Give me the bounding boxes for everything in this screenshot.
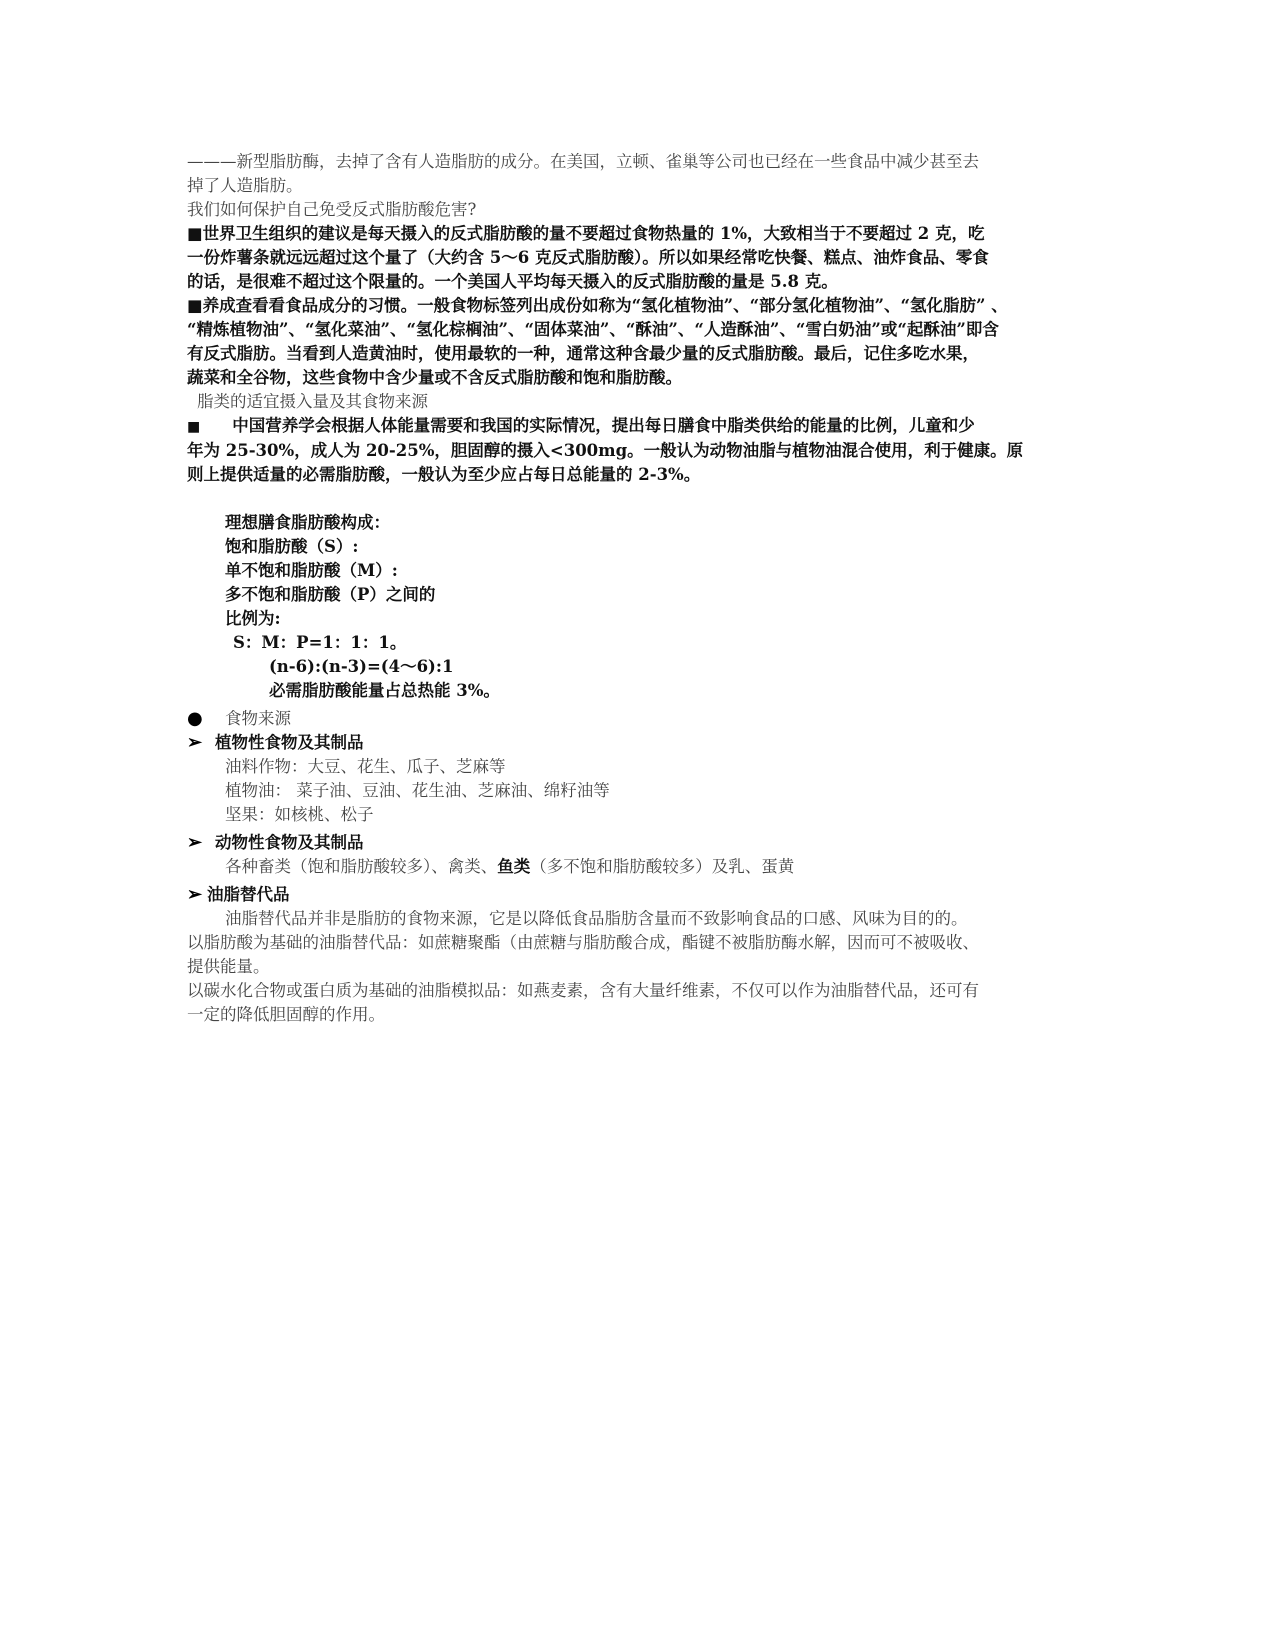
point3-line1-text: 中国营养学会根据人体能量需要和我国的实际情况，提出每日膳食中脂类供给的能量的比例，儿童和少 (232, 416, 975, 435)
point2-line4: 蔬菜和全谷物，这些食物中含少量或不含反式脂肪酸和饱和脂肪酸。 (187, 368, 682, 387)
filled-circle-bullet-icon: ● (187, 708, 203, 729)
para1-line1: ———新型脂肪酶，去掉了含有人造脂肪的成分。在美国，立顿、雀巢等公司也已经在一些食品中减少甚至去 (187, 152, 979, 171)
animal-line (187, 855, 1087, 879)
point2-line1: ■养成查看看食品成分的习惯。一般食物标签列出成份如称为“氢化植物油”、“部分氢化植物油”、“氢化脂肪” 、 (187, 296, 1008, 315)
point3-line2: 年为 25-30%，成人为 20-25%，胆固醇的摄入<300mg。一般认为动物油脂与植物油混合使用，利于健康。原 (187, 441, 1024, 460)
animal-heading: 动物性食物及其制品 (215, 833, 364, 852)
sources-title-row (187, 707, 1087, 731)
sources-title: 食物来源 (225, 709, 291, 728)
point2-line2: “精炼植物油”、“氢化菜油”、“氢化棕榈油”、“固体菜油”、“酥油”、“人造酥油”、“雪白奶油”或“起酥油”即含 (187, 320, 999, 339)
ideal-title: 理想膳食脂肪酸构成： (225, 513, 390, 532)
ideal-ratio: S：M：P=1：1：1。 (233, 633, 407, 652)
ideal-n-ratio: (n-6):(n-3)=(4～6):1 (269, 657, 454, 676)
plant-nuts: 坚果：如核桃、松子 (225, 805, 374, 824)
substitute-heading: 油脂替代品 (207, 885, 290, 904)
animal-line-pre: 各种畜类（饱和脂肪酸较多）、禽类、 (225, 857, 498, 876)
point1-line1: ■世界卫生组织的建议是每天摄入的反式脂肪酸的量不要超过食物热量的 1%，大致相当于不要超过 2 克，吃 (187, 224, 985, 243)
substitute-line3: 提供能量。 (187, 957, 270, 976)
ideal-ratio-label: 比例为: (225, 609, 281, 628)
substitute-heading-row (187, 883, 1087, 907)
substitute-line5: 一定的降低胆固醇的作用。 (187, 1005, 385, 1024)
square-bullet-icon: ■ (187, 419, 201, 435)
section-title: 脂类的适宜摄入量及其食物来源 (197, 392, 428, 411)
plant-heading-row (187, 731, 1087, 755)
ideal-poly: 多不饱和脂肪酸（P）之间的 (225, 585, 436, 604)
ideal-essential: 必需脂肪酸能量占总热能 3%。 (269, 681, 500, 700)
point3-line3: 则上提供适量的必需脂肪酸，一般认为至少应占每日总能量的 2-3%。 (187, 465, 701, 484)
arrow-bullet-icon: ➢ (187, 832, 203, 853)
point1-line3: 的话，是很难不超过这个限量的。一个美国人平均每天摄入的反式脂肪酸的量是 5.8 克。 (187, 272, 838, 291)
plant-oil-crops: 油料作物：大豆、花生、瓜子、芝麻等 (225, 757, 506, 776)
arrow-bullet-icon: ➢ (187, 884, 203, 905)
animal-line-post: （多不饱和脂肪酸较多）及乳、蛋黄 (530, 857, 795, 876)
substitute-line1: 油脂替代品并非是脂肪的食物来源，它是以降低食品脂肪含量而不致影响食品的口感、风味为目的的。 (225, 909, 968, 928)
ideal-saturated: 饱和脂肪酸（S）: (225, 537, 359, 556)
point3-line1 (187, 414, 1087, 439)
para1-line2: 掉了人造脂肪。 (187, 176, 303, 195)
animal-line-fish: 鱼类 (497, 857, 531, 876)
plant-veg-oil: 植物油： 菜子油、豆油、花生油、芝麻油、绵籽油等 (225, 781, 610, 800)
point2-line3: 有反式脂肪。当看到人造黄油时，使用最软的一种，通常这种含最少量的反式脂肪酸。最后，记住多吃水果， (187, 344, 979, 363)
arrow-bullet-icon: ➢ (187, 732, 203, 753)
point1-line2: 一份炸薯条就远远超过这个量了（大约含 5～6 克反式脂肪酸）。所以如果经常吃快餐、糕点、油炸食品、零食 (187, 248, 989, 267)
animal-heading-row (187, 831, 1087, 855)
question-heading: 我们如何保护自己免受反式脂肪酸危害? (187, 200, 477, 219)
document-page (187, 150, 1087, 1027)
substitute-line2: 以脂肪酸为基础的油脂替代品：如蔗糖聚酯（由蔗糖与脂肪酸合成，酯键不被脂肪酶水解，因而可不被吸收、 (187, 933, 979, 952)
plant-heading: 植物性食物及其制品 (215, 733, 364, 752)
ideal-mono: 单不饱和脂肪酸（M）: (225, 561, 398, 580)
substitute-line4: 以碳水化合物或蛋白质为基础的油脂模拟品：如燕麦素，含有大量纤维素，不仅可以作为油脂替代品，还可有 (187, 981, 979, 1000)
